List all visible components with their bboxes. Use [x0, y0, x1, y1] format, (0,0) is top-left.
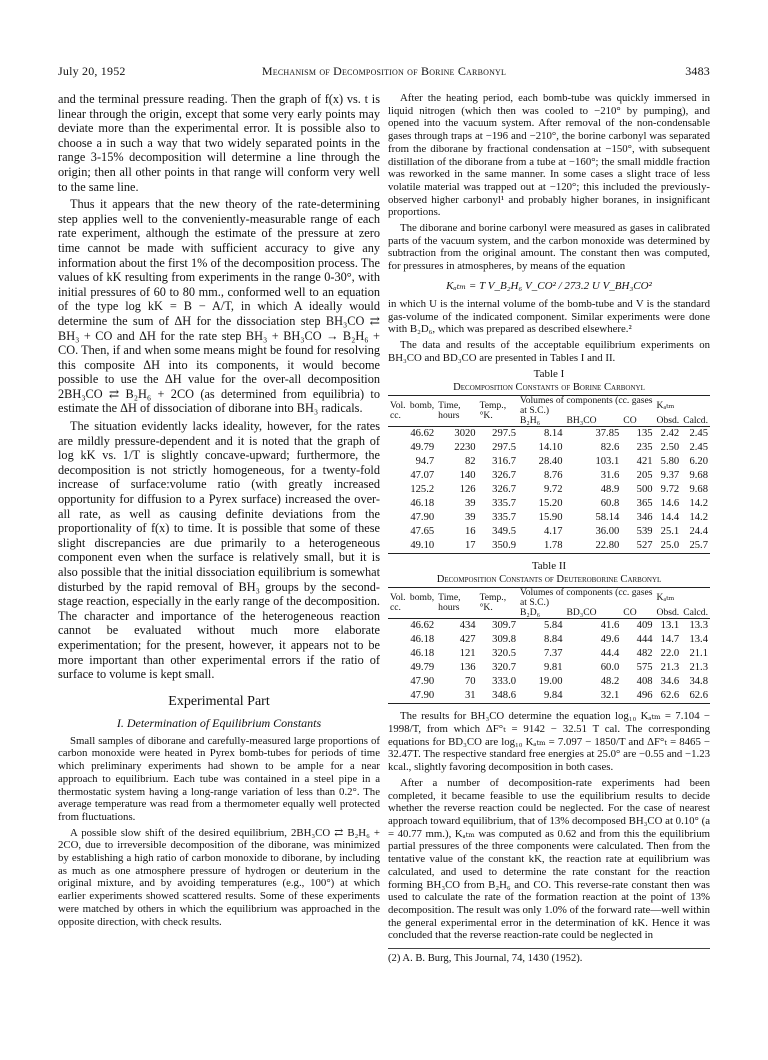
table-cell: 444	[636, 634, 653, 646]
table-header-katm: Kₐₜₘ	[656, 400, 675, 412]
table-row	[388, 427, 710, 442]
table-cell: 70	[465, 676, 476, 688]
table-header-temp: Temp., °K.	[479, 592, 507, 614]
table-cell: 62.6	[689, 690, 708, 702]
table-cell: 297.5	[492, 442, 517, 454]
table-caption: Decomposition Constants of Borine Carbonyl	[453, 382, 645, 394]
table-cell: 60.0	[600, 662, 620, 674]
table-cell: 25.7	[689, 540, 708, 552]
table-cell: 17	[465, 540, 476, 552]
paragraph: After the heating period, each bomb-tube was quickly immersed in liquid nitrogen (which then was cooled to −210° by pumping), and opened into the vacuum system. After removal of the non-condensable gases through traps at −196 and −210°, the borine carbonyl was separated from the diborane by fractional condensation at −150°, with subsequent distillation of the diborane from a tube at −160°; the small middle fraction was reworked in the same manner. In some cases a slight trace of less volatile material was trapped out at −120°; this included the previously-observed higher carbonyl¹ and probably higher boranes, in insignificant proportions.	[388, 92, 710, 219]
table-cell: 434	[459, 620, 476, 632]
table-cell: 39	[465, 512, 476, 524]
table-cell: 82	[465, 456, 476, 468]
table-cell: 46.18	[410, 634, 435, 646]
table-cell: 421	[636, 456, 653, 468]
table-1	[388, 395, 710, 554]
table-cell: 9.68	[689, 470, 708, 482]
paragraph: and the terminal pressure reading. Then the graph of f(x) vs. t is linear through the origin, except that some very early points may deviate more than the experimental error. It is possible also to choose a in such a way that two widely separated points in the range 3-15% decomposition will determine a line through the origin; then all other points in that range will conform very well to the same line.	[58, 92, 380, 194]
table-cell: 135	[636, 428, 653, 440]
table-cell: 14.7	[660, 634, 680, 646]
table-header-co: CO	[623, 607, 637, 619]
table-row	[388, 689, 710, 704]
table-cell: 365	[636, 498, 653, 510]
paragraph: After a number of decomposition-rate experiments had been completed, it became feasible to use the equilibrium results to decide whether the reverse reaction could be neglected. For the case of nearest approach toward equilibrium, that of 13% decomposed BH₃CO at 0.10° (a = 40.77 mm.), Kₐₜₘ was computed as 0.62 and from this the equilibrium partial pressures of the three components were calculated. Then from the tentative value of the constant kK, the reaction rate at equilibrium was calculated, and used to determine the rate constant for the reaction forming BH₃CO from B₂H₆ and CO. This reverse-rate constant then was used to calculate the rate of the formation reaction at the point of 13% decomposition. The result was only 1.0% of the forward rate—well within the general experimental error in the determination of kK. Hence it was concluded that the reverse reaction-rate could be neglected in	[388, 776, 710, 942]
table-cell: 350.9	[492, 540, 517, 552]
table-header-obsd: Obsd.	[656, 415, 680, 427]
table-cell: 34.8	[689, 676, 708, 688]
table-cell: 309.7	[492, 620, 517, 632]
table-2	[388, 587, 710, 704]
table-cell: 205	[636, 470, 653, 482]
table-cell: 409	[636, 620, 653, 632]
running-header	[58, 64, 710, 80]
table-header-time: Time, hours	[438, 400, 461, 422]
table-cell: 9.72	[543, 484, 563, 496]
table-header-katm: Kₐₜₘ	[656, 592, 675, 604]
table-cell: 49.10	[410, 540, 435, 552]
table-cell: 2.50	[660, 442, 680, 454]
table-cell: 496	[636, 690, 653, 702]
section-title: Experimental Part	[168, 693, 270, 709]
table-cell: 14.2	[689, 498, 708, 510]
table-header-b2d6: B₂D₆	[520, 607, 541, 619]
table-cell: 8.76	[543, 470, 563, 482]
table-cell: 7.37	[543, 648, 563, 660]
header-page-number: 3483	[685, 64, 710, 78]
table-cell: 527	[636, 540, 653, 552]
table-header-vol: Vol. bomb, cc.	[390, 592, 435, 614]
table-cell: 2.45	[689, 442, 708, 454]
table-cell: 48.9	[600, 484, 620, 496]
table-cell: 47.90	[410, 690, 435, 702]
table-row	[388, 455, 710, 469]
table-cell: 539	[636, 526, 653, 538]
table-cell: 37.85	[595, 428, 620, 440]
table-cell: 60.8	[600, 498, 620, 510]
table-header-group: Volumes of components (cc. gases at S.C.)	[520, 587, 653, 609]
table-cell: 8.84	[543, 634, 563, 646]
table-row	[388, 441, 710, 455]
table-header-vol: Vol. bomb, cc.	[390, 400, 435, 422]
table-cell: 482	[636, 648, 653, 660]
paragraph: The data and results of the acceptable equilibrium experiments on BH₃CO and BD₃CO are presented in Tables I and II.	[388, 338, 710, 364]
table-cell: 13.4	[689, 634, 708, 646]
table-1-body	[388, 427, 710, 554]
table-row	[388, 469, 710, 483]
table-cell: 140	[459, 470, 476, 482]
table-cell: 46.18	[410, 648, 435, 660]
table-cell: 326.7	[492, 484, 517, 496]
table-row	[388, 539, 710, 554]
table-cell: 126	[459, 484, 476, 496]
table-cell: 316.7	[492, 456, 517, 468]
table-cell: 39	[465, 498, 476, 510]
paragraph: in which U is the internal volume of the bomb-tube and V is the standard gas-volume of the indicated component. Similar experiments were done with B₂D₆, which was prepared as described elsewhere.²	[388, 297, 710, 336]
table-cell: 16	[465, 526, 476, 538]
paragraph: The diborane and borine carbonyl were measured as gases in calibrated parts of the vacuum system, and the carbon monoxide was determined by subtraction from the original amount. The constant then was computed, for pressures in atmospheres, by means of the equation	[388, 222, 710, 273]
table-row	[388, 525, 710, 539]
table-cell: 47.65	[410, 526, 435, 538]
table-cell: 13.3	[689, 620, 708, 632]
table-cell: 47.90	[410, 676, 435, 688]
table-cell: 21.3	[660, 662, 680, 674]
table-header-time: Time, hours	[438, 592, 461, 614]
table-cell: 8.14	[543, 428, 563, 440]
paragraph: Small samples of diborane and carefully-measured large proportions of carbon monoxide were heated in Pyrex bomb-tubes for periods of time which preliminary experiments had shown to be ample for a near approach to equilibrium. Each tube was contained in a steel pipe in a thermostatic system having a long-range variation of less than 0.2°. The average temperature was read from a thermometer equally well protected from fluctuations.	[58, 734, 380, 823]
table-cell: 25.0	[660, 540, 680, 552]
table-cell: 1.78	[543, 540, 563, 552]
table-cell: 5.84	[543, 620, 563, 632]
table-cell: 14.2	[689, 512, 708, 524]
table-cell: 346	[636, 512, 653, 524]
table-cell: 408	[636, 676, 653, 688]
table-cell: 309.8	[492, 634, 517, 646]
table-cell: 4.17	[543, 526, 563, 538]
table-cell: 9.84	[543, 690, 563, 702]
table-cell: 14.6	[660, 498, 680, 510]
table-cell: 31	[465, 690, 476, 702]
table-cell: 6.20	[689, 456, 708, 468]
header-title: Mechanism of Decomposition of Borine Carbonyl	[261, 64, 507, 78]
table-cell: 335.7	[492, 512, 517, 524]
subsection-title: I. Determination of Equilibrium Constants	[116, 715, 322, 730]
table-cell: 14.4	[660, 512, 680, 524]
paragraph: The situation evidently lacks ideality, however, for the rates are mildly pressure-dependent and it is noted that the graph of log kK vs. 1/T is slightly concave-upward; furthermore, the decomposition is not strictly homogeneous, for a twenty-fold increase of surface:volume ratio (with greatly increased opportunity for diffusion to a Pyrex surface) increased the over-all rate, as well as causing definite deviations from the proportionality of f(x) to time. It is possible that some of these slight discrepancies are due primarily to a heterogeneous component even when the surface is relatively small, but it is also possible that the initial dissociation equilibrium is somewhat disturbed by the rapid removal of BH₃ groups by the second-stage reaction, especially in the early range of the decomposition. The character and importance of the heterogeneous reaction cannot be evaluated without much more elaborate experimentation; for the present, however, it appears not to be more important than other experimental errors if the ratio of surface to volume is kept small.	[58, 419, 380, 682]
table-cell: 125.2	[410, 484, 435, 496]
table-cell: 46.18	[410, 498, 435, 510]
table-cell: 348.6	[492, 690, 517, 702]
footnote: (2) A. B. Burg, This Journal, 74, 1430 (1952).	[388, 948, 710, 964]
table-header-group: Volumes of components (cc. gases at S.C.)	[520, 395, 653, 417]
table-header-co: CO	[623, 415, 637, 427]
table-row	[388, 497, 710, 511]
table-cell: 94.7	[415, 456, 435, 468]
header-date: July 20, 1952	[58, 64, 126, 78]
table-header-bh3co: BH₃CO	[566, 415, 597, 427]
table-label: Table II	[531, 560, 567, 573]
table-cell: 41.6	[600, 620, 620, 632]
table-cell: 15.20	[538, 498, 563, 510]
table-cell: 28.40	[538, 456, 563, 468]
table-cell: 5.80	[660, 456, 680, 468]
table-cell: 36.00	[595, 526, 620, 538]
table-cell: 49.6	[600, 634, 620, 646]
table-cell: 31.6	[600, 470, 620, 482]
table-cell: 500	[636, 484, 653, 496]
table-cell: 297.5	[492, 428, 517, 440]
table-header-bd3co: BD₃CO	[566, 607, 597, 619]
table-cell: 22.0	[660, 648, 680, 660]
table-cell: 335.7	[492, 498, 517, 510]
table-cell: 15.90	[538, 512, 563, 524]
table-cell: 103.1	[595, 456, 620, 468]
table-label: Table I	[533, 368, 565, 381]
table-cell: 49.79	[410, 662, 435, 674]
table-cell: 427	[459, 634, 476, 646]
table-row	[388, 483, 710, 497]
table-row	[388, 619, 710, 634]
table-row	[388, 661, 710, 675]
table-2-body	[388, 619, 710, 704]
table-row	[388, 675, 710, 689]
table-cell: 58.14	[595, 512, 620, 524]
table-cell: 82.6	[600, 442, 620, 454]
table-cell: 333.0	[492, 676, 517, 688]
table-header-obsd: Obsd.	[656, 607, 680, 619]
table-cell: 575	[636, 662, 653, 674]
table-cell: 2.42	[660, 428, 680, 440]
table-cell: 349.5	[492, 526, 517, 538]
table-cell: 32.1	[600, 690, 620, 702]
table-cell: 235	[636, 442, 653, 454]
table-cell: 136	[459, 662, 476, 674]
table-header-calcd: Calcd.	[683, 607, 708, 619]
table-row	[388, 647, 710, 661]
table-cell: 22.80	[595, 540, 620, 552]
table-cell: 48.2	[600, 676, 620, 688]
table-cell: 13.1	[660, 620, 680, 632]
table-cell: 14.10	[538, 442, 563, 454]
table-header-temp: Temp., °K.	[479, 400, 507, 422]
right-column	[388, 92, 710, 964]
table-cell: 21.3	[689, 662, 708, 674]
table-cell: 34.6	[660, 676, 680, 688]
table-cell: 121	[459, 648, 476, 660]
table-cell: 62.6	[660, 690, 680, 702]
equation: Kₐₜₘ = T V_B₂H₆ V_CO² / 273.2 U V_BH₃CO²	[446, 279, 652, 292]
table-cell: 326.7	[492, 470, 517, 482]
table-cell: 46.62	[410, 620, 435, 632]
table-row	[388, 633, 710, 647]
table-cell: 21.1	[689, 648, 708, 660]
table-cell: 24.4	[689, 526, 708, 538]
table-header-calcd: Calcd.	[683, 415, 708, 427]
table-cell: 49.79	[410, 442, 435, 454]
table-cell: 47.90	[410, 512, 435, 524]
table-cell: 320.5	[492, 648, 517, 660]
table-cell: 9.68	[689, 484, 708, 496]
paragraph: The results for BH₃CO determine the equation log₁₀ Kₐₜₘ = 7.104 − 1998/T, from which ΔF°ₜ = 9142 − 32.51 T cal. The corresponding equations for BD₃CO are log₁₀ Kₐₜₘ = 7.097 − 1850/T and ΔF°ₜ = 8465 − 32.47T. The respective standard free energies at 25.0° are −0.55 and −1.23 kcal., slightly favoring decomposition in both cases.	[388, 710, 710, 774]
left-column	[58, 92, 380, 931]
paragraph: A possible slow shift of the desired equilibrium, 2BH₃CO ⇄ B₂H₆ + 2CO, due to irreversible decomposition of the diborane, was minimized by establishing a high ratio of carbon monoxide to diborane, by including as much as one atmosphere pressure of hydrogen or deuterium in the original mixture, and by avoiding temperatures (e.g., 100°) at which earlier experiments showed scattered results. Some of these experiments were matched by others in which the equilibrium was approached in the opposite direction, with check results.	[58, 826, 380, 928]
table-header-b2h6: B₂H₆	[520, 415, 541, 427]
table-cell: 9.72	[660, 484, 680, 496]
table-cell: 47.07	[410, 470, 435, 482]
table-row	[388, 511, 710, 525]
table-cell: 3020	[454, 428, 476, 440]
table-cell: 46.62	[410, 428, 435, 440]
table-cell: 19.00	[538, 676, 563, 688]
paragraph: Thus it appears that the new theory of the rate-determining step applies well to the conveniently-measurable range of each rate experiment, although the estimate of the pressure at zero time cannot be made with sufficient accuracy to give any information about the first 1% of the decomposition process. The values of kK resulting from experiments in the range 0-30°, with initial pressures of 60 to 80 mm., conformed well to an equation of the type log kK = B − A/T, in which A ideally would determine the sum of ΔH for the dissociation step BH₃CO ⇄ BH₃ + CO and ΔH for the rate step BH₃ + BH₃CO → B₂H₆ + CO. Then, if and when some means might be found for resolving this composite ΔH into its components, it would become possible to use the ΔH value for the over-all decomposition 2BH₃CO ⇄ B₂H₆ + 2CO (as determined from equilibria) to estimate the ΔH of dissociation of diborane into BH₃ radicals.	[58, 197, 380, 416]
table-cell: 44.4	[600, 648, 620, 660]
table-cell: 2.45	[689, 428, 708, 440]
table-cell: 2230	[454, 442, 476, 454]
table-cell: 9.81	[543, 662, 563, 674]
table-cell: 9.37	[660, 470, 680, 482]
table-cell: 320.7	[492, 662, 517, 674]
table-cell: 25.1	[660, 526, 680, 538]
table-caption: Decomposition Constants of Deuteroborine Carbonyl	[436, 574, 662, 586]
